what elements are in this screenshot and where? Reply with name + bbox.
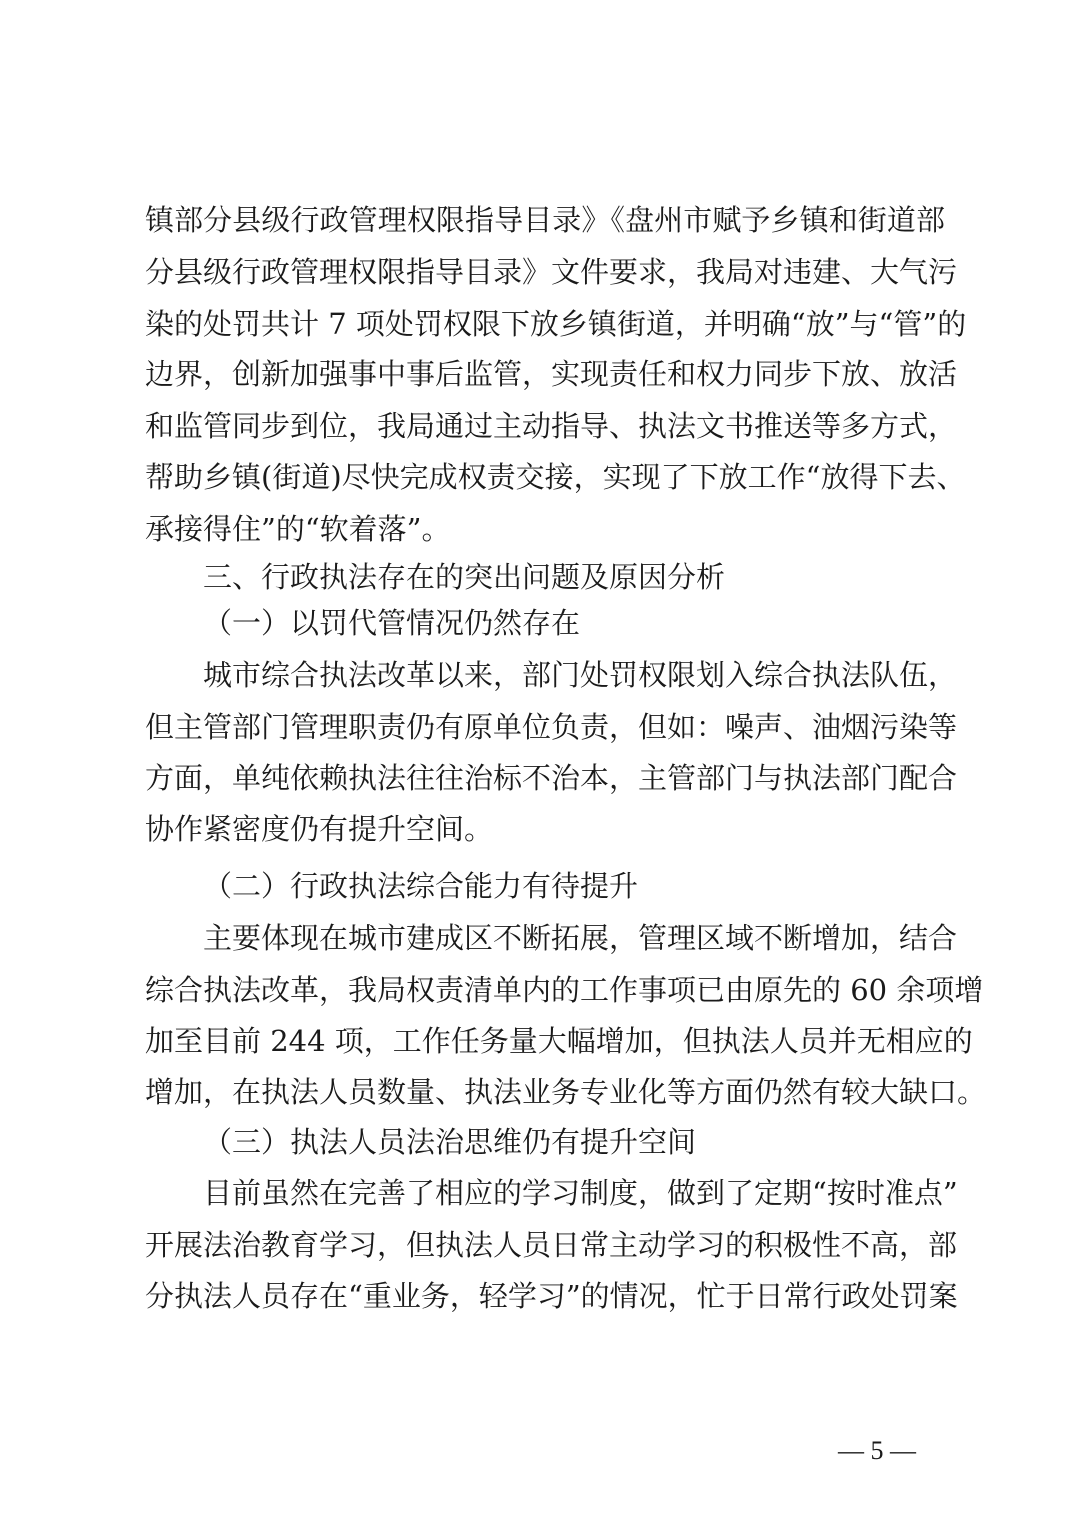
subsection-2-line-2: 综合执法改革，我局权责清单内的工作事项已由原先的 60 余项增 [145,973,984,1007]
subsection-heading-1: （一）以罚代管情况仍然存在 [203,606,581,640]
subsection-heading-2: （二）行政执法综合能力有待提升 [203,869,639,903]
intro-line-1: 镇部分县级行政管理权限指导目录》《盘州市赋予乡镇和街道部 [145,203,945,237]
subsection-1-line-3: 方面，单纯依赖执法往往治标不治本，主管部门与执法部门配合 [145,761,958,795]
subsection-1-line-2: 但主管部门管理职责仍有原单位负责，但如：噪声、油烟污染等 [145,710,958,744]
page-number: — 5 — [838,1436,916,1465]
subsection-3-line-3: 分执法人员存在“重业务，轻学习”的情况，忙于日常行政处罚案 [145,1279,958,1313]
intro-line-6: 帮助乡镇(街道)尽快完成权责交接，实现了下放工作“放得下去、 [145,460,966,494]
subsection-2-line-4: 增加，在执法人员数量、执法业务专业化等方面仍然有较大缺口。 [145,1075,987,1109]
subsection-1-line-4: 协作紧密度仍有提升空间。 [145,812,494,846]
subsection-3-line-1: 目前虽然在完善了相应的学习制度，做到了定期“按时准点” [203,1176,958,1210]
subsection-2-line-1: 主要体现在城市建成区不断拓展，管理区域不断增加，结合 [203,921,958,955]
subsection-3-line-2: 开展法治教育学习，但执法人员日常主动学习的积极性不高，部 [145,1228,958,1262]
intro-line-7: 承接得住”的“软着落”。 [145,512,451,546]
section-heading: 三、行政执法存在的突出问题及原因分析 [203,560,726,594]
intro-line-4: 边界，创新加强事中事后监管，实现责任和权力同步下放、放活 [145,357,958,391]
intro-line-3: 染的处罚共计 7 项处罚权限下放乡镇街道，并明确“放”与“管”的 [145,307,967,341]
subsection-heading-3: （三）执法人员法治思维仍有提升空间 [203,1125,697,1159]
subsection-1-line-1: 城市综合执法改革以来，部门处罚权限划入综合执法队伍， [203,658,958,692]
subsection-2-line-3: 加至目前 244 项，工作任务量大幅增加，但执法人员并无相应的 [145,1024,973,1058]
intro-line-2: 分县级行政管理权限指导目录》文件要求，我局对违建、大气污 [145,255,958,289]
intro-line-5: 和监管同步到位，我局通过主动指导、执法文书推送等多方式， [145,409,958,443]
